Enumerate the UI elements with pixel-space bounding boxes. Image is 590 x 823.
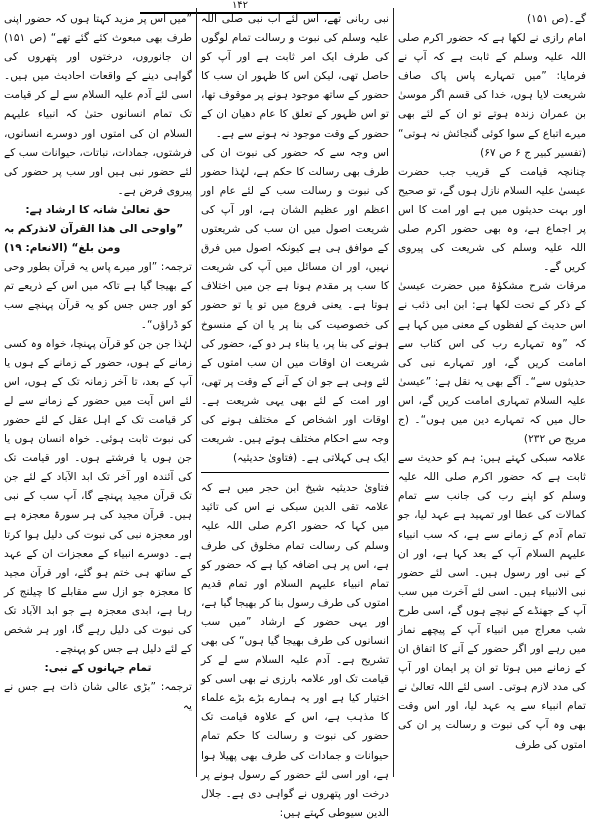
column-left [4, 10, 192, 777]
column-divider [393, 8, 394, 777]
section-heading: تمام جہانوں کے نبی: [44, 662, 152, 675]
paragraph: ترجمہ: ”اور میرے پاس یہ قرآن بطور وحی کے بھیجا گیا ہے تاکہ میں اس کے ذریعے تم کو اور جس جس کو یہ قرآن پہنچے سب کو ڈراؤں“۔ [4, 261, 192, 331]
column-divider [196, 8, 197, 777]
quran-verse: ”واوحی الی ھذا القرآن لانذرکم بہ ومن بلغ“ (الانعام: ۱۹) [4, 223, 184, 255]
paragraph: ترجمہ: ”بڑی عالی شان ذات ہے جس نے یہ [4, 681, 192, 713]
column-middle [201, 10, 389, 819]
paragraph: نبی ربانی تھے، اس لئے اب نبی صلی اللہ علیہ وسلم کی نبوت و رسالت تمام لوگوں کی طرف ایک امر ثابت ہے اور آپ کو حاصل تھی، لیکن اس کا ظہور ان سب کا حضور کے ساتھ موجود ہونے پر موقوف تھا، تو اس ظہور کے تعلق کا عام دھیان ان کے حضور کے وقت موجود نہ ہونے سے ہے۔ [201, 13, 389, 140]
paragraph: لہٰذا جن جن کو قرآن پہنچا، خواہ وہ کسی زمانے کے ہوں، حضور کے زمانے کے ہوں یا آپ کے بعد، تا آخر زمانہ تک کے ہوں، اس لئے اس آیت میں حضور کے زمانے سے لے کر قیامت تک کے اہل عقل کے لئے حضور کی نبوت ثابت ہوئی۔ خواہ انسان ہوں یا جن ہوں یا فرشتے ہوں۔ اور قیامت تک کی آئندہ اور آخر تک ابد الآباد کے لئے جن تک قرآن مجید پہنچے گا، آپ سب کے نبی ہیں۔ قرآن مجید کی ہر سورۃ معجزہ ہے اور معجزہ نبی کی نبوت کی دلیل ہوا کرتا ہے۔ دوسرے انبیاء کے معجزات ان کے عہد کے ساتھ ہی ختم ہو گئے، اور قرآن مجید کا معجزہ جو ازل سے مقابلے کا چیلنج کر رہا ہے، ابدی معجزہ ہے جو ابد الآباد تک کی نبوت کی دلیل رہے گا، اور ہر شخص کے لئے دلیل ہے جس کو پہنچے۔ [4, 337, 192, 656]
paragraph: اس وجہ سے کہ حضور کی نبوت ان کی طرف بھی رسالت کا حکم ہے، لہٰذا حضور کی نبوت و رسالت سب کے لئے عام اور اعظم اور عظیم الشان ہے، اور آپ کی شریعت اصول میں ان سب کی شریعتوں کے موافق ہی ہے کیونکہ اصول میں فرق نہیں، اور ان مسائل میں آپ کی شریعت کا سب پر مقدم ہونا ہے جن میں اختلاف ہوتا ہے۔ یعنی فروع میں تو یا تو حضور کی خصوصیت کی بنا پر یا ان کے منسوخ ہونے کی بنا پر، یا بناء ہر دو کے، حضور کی شریعت ان اوقات میں ان سب امتوں کے لئے وہی ہے جو ان کے آنے کے وقت پر تھی، اور امت کے لئے بھی یہی شریعت ہے۔ اوقات اور اشخاص کے مختلف ہونے کی وجہ سے احکام مختلف ہوتے ہیں۔ شریعت ایک ہی کہلاتی ہے۔ (فتاویٰ حدیثیہ) [201, 146, 389, 465]
paragraph: گے۔(ص ۱۵۱) [527, 13, 586, 25]
paragraph: امام رازی نے لکھا ہے کہ حضور اکرم صلی اللہ علیہ وسلم کے ثابت ہے کہ آپ نے فرمایا: ”میں تمہارے پاس پاک صاف شریعت لایا ہوں، خدا کی قسم اگر موسیٰ بن عمران زندہ ہوتے تو ان کے لئے بھی میرے اتباع کے سوا کوئی گنجائش نہ ہوتی“ (تفسیر کبیر ج ۶ ص ۶۷) [398, 32, 586, 159]
paragraph: ”میں اس پر مزید کہتا ہوں کہ حضور اپنی طرف بھی مبعوث کئے گئے تھے“ (ص ۱۵۱) ان جانوروں، درختوں اور پتھروں کی گواہی دینے کے واقعات احادیث میں ہیں۔ اسی لئے آدم علیہ السلام سے لے کر قیامت تک تمام انسانوں حتیٰ کہ انبیاء علیہم السلام ان کی امتوں اور دوسرے انسانوں، فرشتوں، جمادات، نباتات، حیوانات سب کے لئے حضور نبی ہیں اور سب پر حضور کی پیروی فرض ہے۔ [4, 13, 192, 197]
section-divider [201, 472, 389, 473]
column-right [398, 10, 586, 777]
paragraph: علامہ سبکی کہتے ہیں: ہم کو حدیث سے ثابت ہے کہ حضور اکرم صلی اللہ علیہ وسلم کو اپنے رب کی جانب سے تمام کمالات کی عطا اور تمہید ہے عہد لیا، جو تمام آدم کے زمانے سے ہے، کہ سب انبیاء علیہم السلام آپ کے بعد کہا ہے، اور ان کے نبی اور رسول ہیں۔ اسی لئے حضور نبی الانبیاء ہیں۔ اسی لئے آخرت میں سب آپ کے جھنڈے کے نیچے ہوں گے، اسی طرح شب معراج میں انبیاء آپ کے پیچھے نماز میں رہے اور اگر حضور کے آنے کا اتفاق ان کے زمانے میں ہوتا تو ان پر ایمان اور آپ کی مدد لازم ہوتی۔ اسی لئے اللہ تعالیٰ نے تمام انبیاء سے یہ عہد لیا، اور اس وقت بھی وہ آپ کی نبوت و رسالت پر ان کی امتوں کی طرف [398, 452, 586, 751]
paragraph: مرقات شرح مشکوٰۃ میں حضرت عیسیٰ کے ذکر کے تحت لکھا ہے: ابن ابی ذئب نے اس حدیث کے لفظوں کے معنی میں کہا ہے کہ ”وہ تمہارے رب کی اس کتاب سے امامت کریں گے، اور تمہارے نبی کی حدیثوں سے“۔ آگے بھی یہ نقل ہے: ”عیسیٰ علیہ السلام تمہاری امامت کریں گے، اس حال میں کہ تمہارے دین میں ہوں“۔ (ج مریح ص ۲۳۲) [398, 280, 586, 446]
paragraph: فتاویٰ حدیثیہ شیخ ابن حجر میں ہے کہ علامہ تقی الدین سبکی نے اس کی تائید میں کہا کہ حضور اکرم صلی اللہ علیہ وسلم کی رسالت تمام مخلوق کی طرف ہے، اس پر ہی اضافہ کیا ہے کہ حضور کو تمام انبیاء علیہم السلام اور تمام قدیم امتوں کی طرف رسول بنا کر بھیجا گیا ہے، اور یہی حضور کے ارشاد ”میں سب انسانوں کی طرف بھیجا گیا ہوں“ کی بھی تشریح ہے۔ آدم علیہ السلام سے لے کر قیامت تک اور علامہ بارزی نے بھی اسی کو اختیار کیا ہے اور یہ ہمارے بڑے بڑے علماء کا مذہب ہے، اس کے علاوہ قیامت تک حضور کی نبوت و رسالت کا حکم تمام حیوانات و جمادات کی طرف بھی پھیلا ہوا ہے، اور اسی لئے حضور کے رسول ہونے پر درخت اور پتھروں نے گواہی دی ہے۔ جلال الدین سیوطی کہتے ہیں: [201, 482, 389, 819]
section-heading: حق تعالیٰ شانہ کا ارشاد ہے: [25, 203, 171, 216]
paragraph: چنانچہ قیامت کے قریب جب حضرت عیسیٰ علیہ السلام نازل ہوں گے، تو صحیح اور بہت حدیثوں میں ہے اور امت کا اس پر اجماع ہے، وہ بھی حضور اکرم صلی اللہ علیہ وسلم کی شریعت کی پیروی کریں گے۔ [398, 165, 586, 274]
ornament-text: ۱۴۲ [231, 0, 249, 11]
